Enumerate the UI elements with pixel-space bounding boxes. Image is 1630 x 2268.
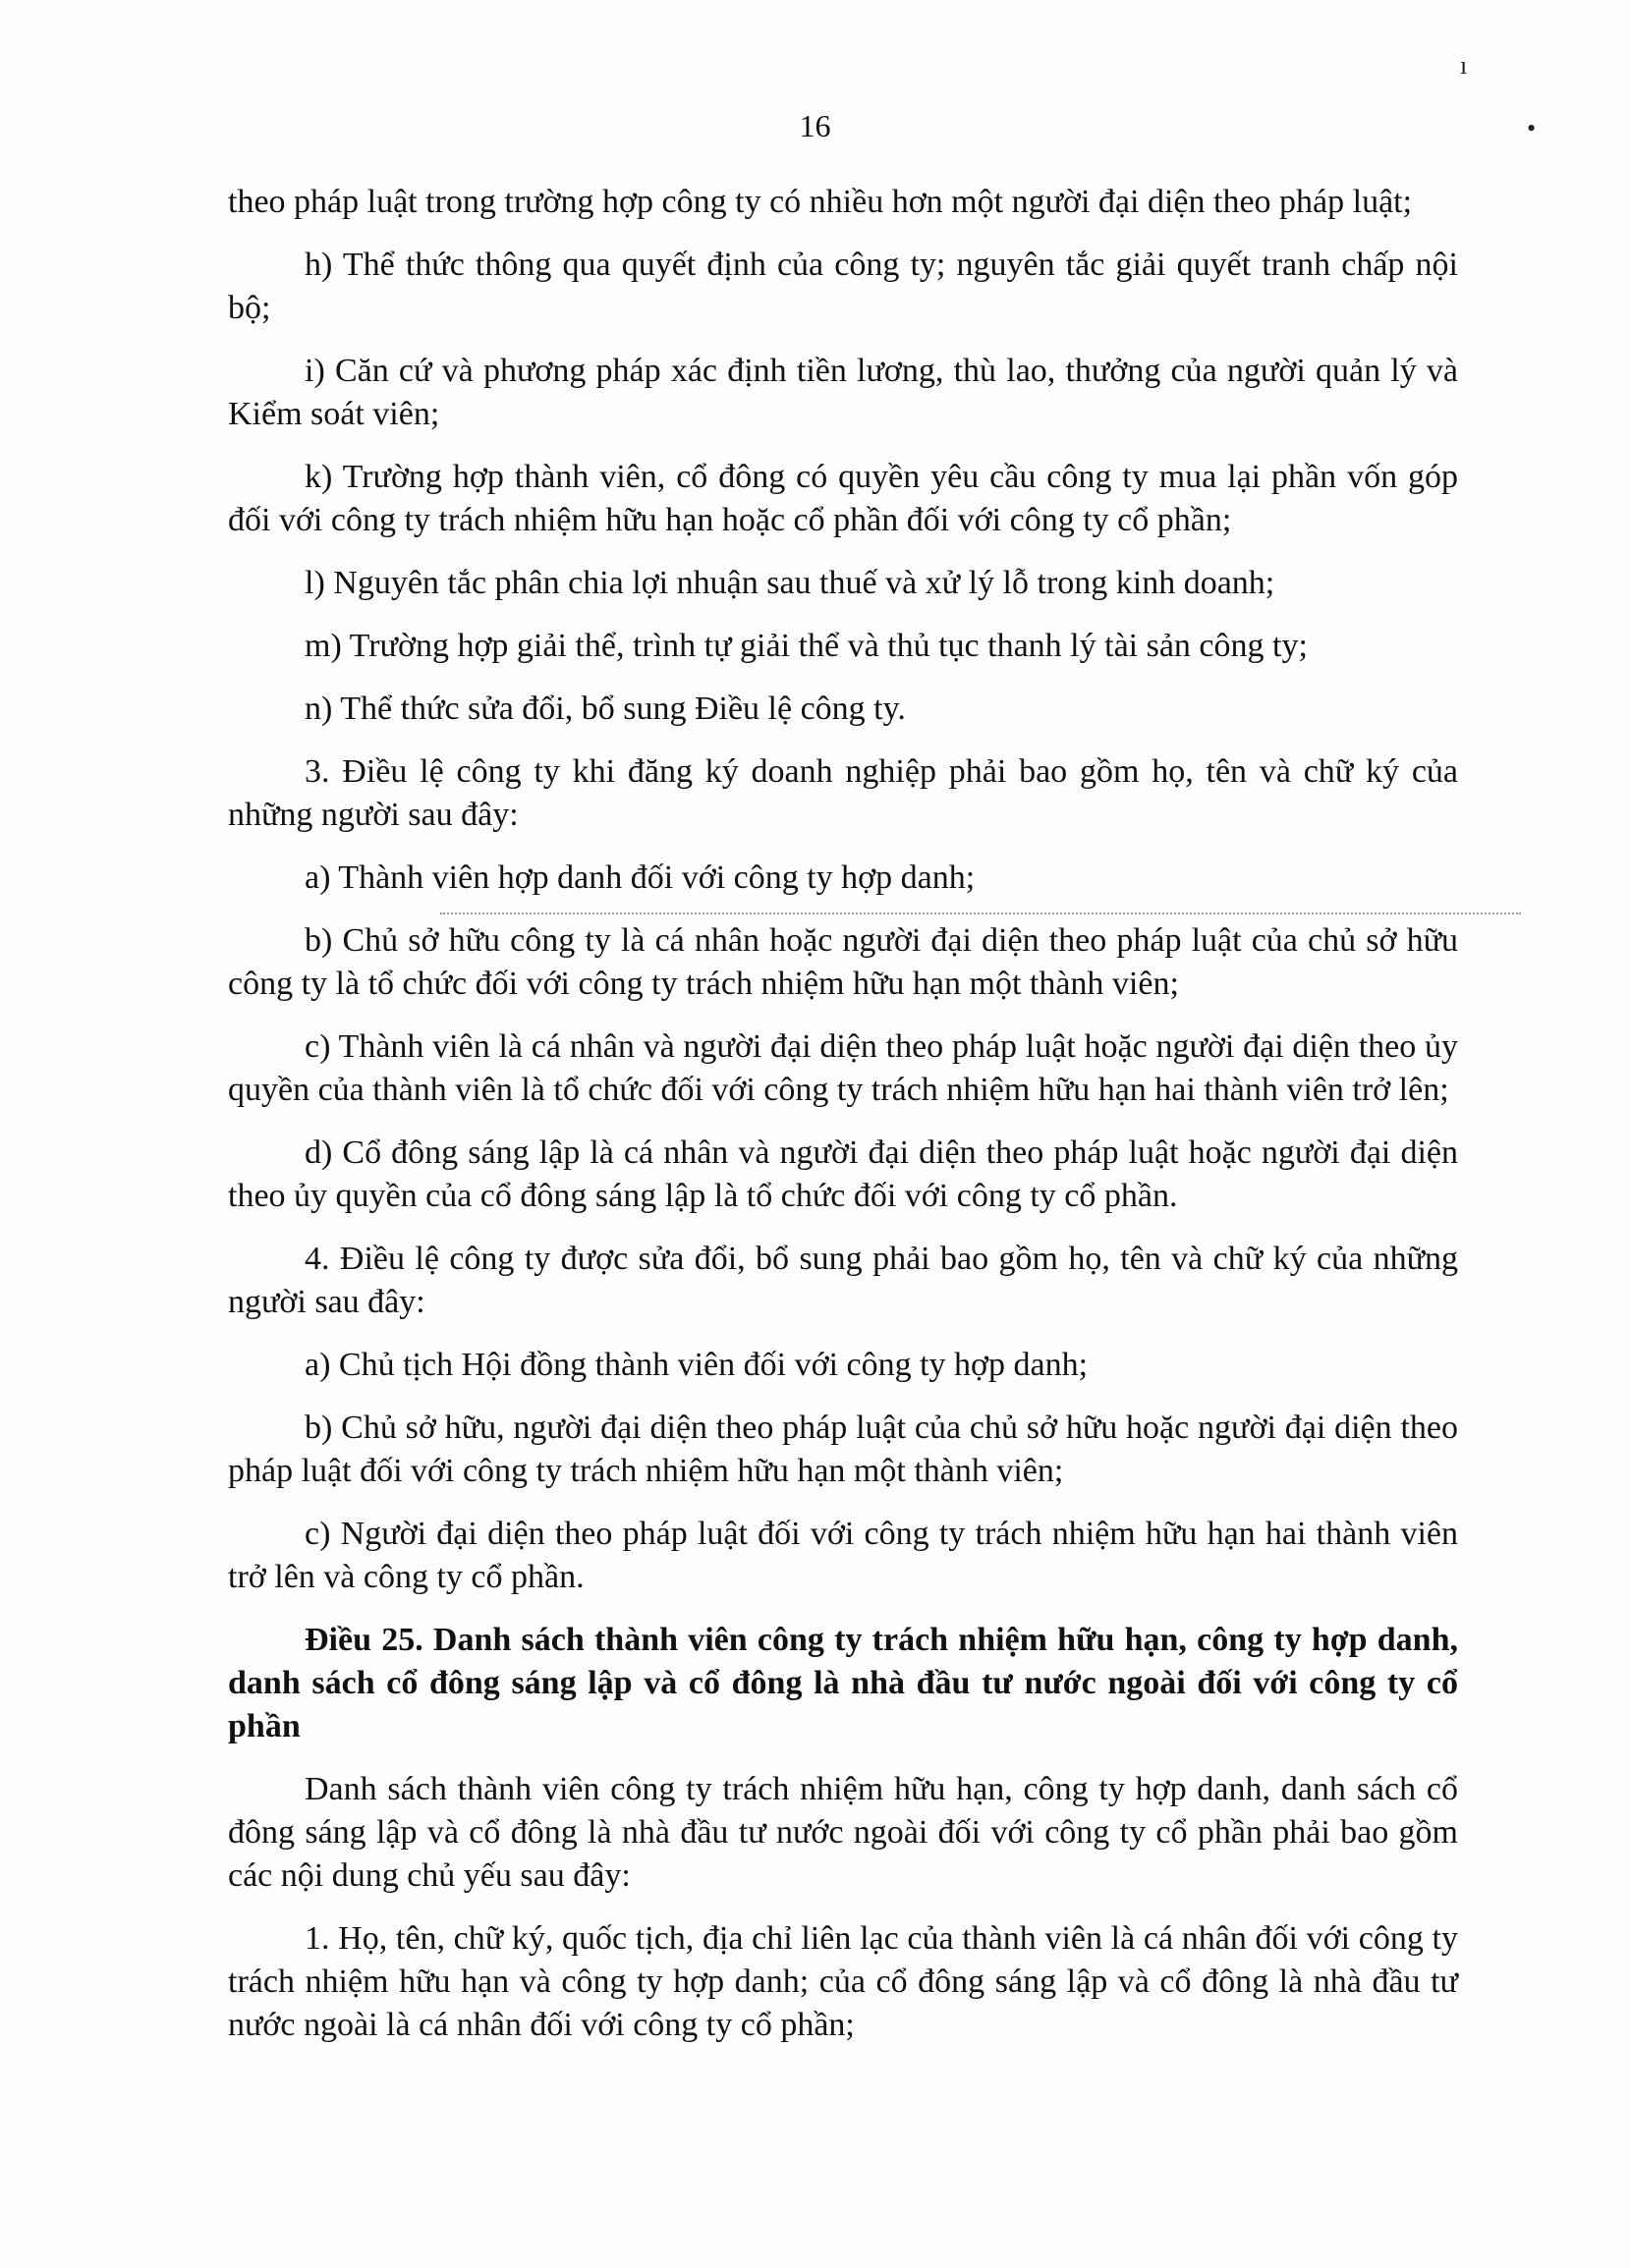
scan-mark: ı: [1460, 51, 1468, 80]
paragraph: theo pháp luật trong trường hợp công ty có nhiều hơn một người đại diện theo pháp luật;: [228, 184, 1413, 220]
section-3-c: c) Thành viên là cá nhân và người đại diện theo pháp luật hoặc người đại diện theo ủy quyền của thành viên là tổ chức đối với công ty trách nhiệm hữu hạn hai thành viên trở lên;: [228, 1028, 1458, 1108]
page-number: 16: [799, 108, 831, 143]
article-heading: Điều 25. Danh sách thành viên công ty trách nhiệm hữu hạn, công ty hợp danh, danh sách cổ đông sáng lập và cổ đông là nhà đầu tư nước ngoài đối với công ty cổ phần: [228, 1622, 1458, 1744]
section-3-a: a) Thành viên hợp danh đối với công ty hợp danh;: [305, 859, 976, 896]
document-body: [228, 181, 1458, 2067]
clause-n: n) Thể thức sửa đổi, bổ sung Điều lệ công ty.: [305, 691, 906, 727]
scan-mark: •: [1527, 114, 1537, 142]
section-4-b: b) Chủ sở hữu, người đại diện theo pháp luật của chủ sở hữu hoặc người đại diện theo pháp luật đối với công ty trách nhiệm hữu hạn một thành viên;: [228, 1410, 1458, 1489]
article-intro: Danh sách thành viên công ty trách nhiệm hữu hạn, công ty hợp danh, danh sách cổ đông sáng lập và cổ đông là nhà đầu tư nước ngoài đối với công ty cổ phần phải bao gồm các nội dung chủ yếu sau đây:: [228, 1771, 1458, 1894]
section-4: 4. Điều lệ công ty được sửa đổi, bổ sung phải bao gồm họ, tên và chữ ký của những người sau đây:: [228, 1241, 1458, 1320]
clause-h: h) Thể thức thông qua quyết định của công ty; nguyên tắc giải quyết tranh chấp nội bộ;: [228, 247, 1458, 326]
clause-i: i) Căn cứ và phương pháp xác định tiền lương, thù lao, thưởng của người quản lý và Kiểm soát viên;: [228, 353, 1458, 432]
section-3-b: b) Chủ sở hữu công ty là cá nhân hoặc người đại diện theo pháp luật của chủ sở hữu công ty là tổ chức đối với công ty trách nhiệm hữu hạn một thành viên;: [228, 922, 1458, 1002]
clause-k: k) Trường hợp thành viên, cổ đông có quyền yêu cầu công ty mua lại phần vốn góp đối với công ty trách nhiệm hữu hạn hoặc cổ phần đối với công ty cổ phần;: [228, 459, 1458, 538]
section-3: 3. Điều lệ công ty khi đăng ký doanh nghiệp phải bao gồm họ, tên và chữ ký của những người sau đây:: [228, 753, 1458, 833]
section-4-c: c) Người đại diện theo pháp luật đối với công ty trách nhiệm hữu hạn hai thành viên trở lên và công ty cổ phần.: [228, 1516, 1458, 1595]
article-item-1: 1. Họ, tên, chữ ký, quốc tịch, địa chỉ liên lạc của thành viên là cá nhân đối với công ty trách nhiệm hữu hạn và công ty hợp danh; của cổ đông sáng lập và cổ đông là nhà đầu tư nước ngoài là cá nhân đối với công ty cổ phần;: [228, 1920, 1458, 2043]
section-4-a: a) Chủ tịch Hội đồng thành viên đối với công ty hợp danh;: [305, 1347, 1089, 1383]
clause-m: m) Trường hợp giải thể, trình tự giải thể và thủ tục thanh lý tài sản công ty;: [305, 628, 1308, 664]
section-3-d: d) Cổ đông sáng lập là cá nhân và người đại diện theo pháp luật hoặc người đại diện theo ủy quyền của cổ đông sáng lập là tổ chức đối với công ty cổ phần.: [228, 1134, 1458, 1214]
clause-l: l) Nguyên tắc phân chia lợi nhuận sau thuế và xử lý lỗ trong kinh doanh;: [305, 565, 1275, 601]
